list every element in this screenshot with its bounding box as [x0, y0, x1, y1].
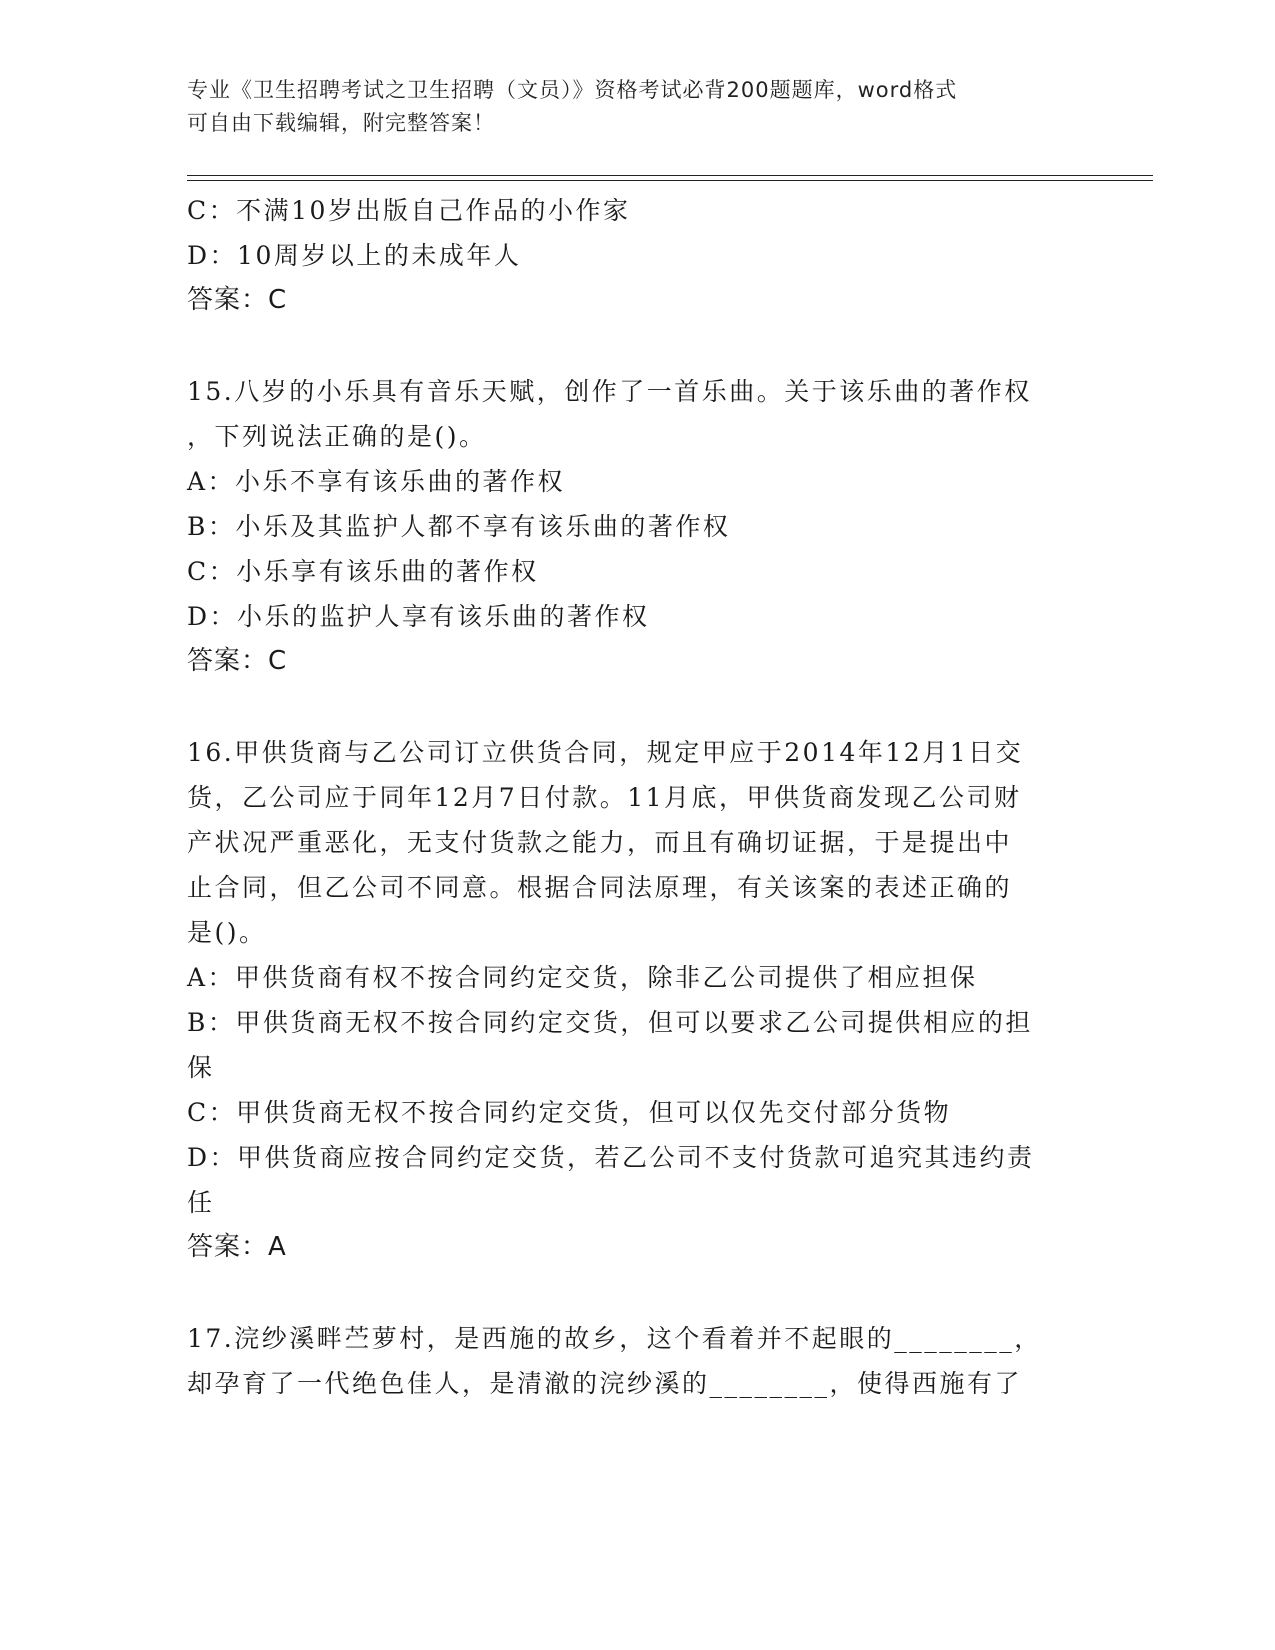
header-line-1: 专业《卫生招聘考试之卫生招聘（文员）》资格考试必背200题题库，word格式 [187, 78, 958, 102]
option-b: B：甲供货商无权不按合同约定交货，但可以要求乙公司提供相应的担 [187, 1008, 1033, 1037]
question-stem: ，下列说法正确的是()。 [187, 422, 487, 451]
option-b: 保 [187, 1053, 215, 1082]
option-d: D：小乐的监护人享有该乐曲的著作权 [187, 602, 650, 631]
header-divider-bottom [187, 180, 1153, 181]
question-stem: 货，乙公司应于同年12月7日付款。11月底，甲供货商发现乙公司财 [187, 783, 1022, 812]
option-a: A：甲供货商有权不按合同约定交货，除非乙公司提供了相应担保 [187, 963, 978, 992]
option-b: B：小乐及其监护人都不享有该乐曲的著作权 [187, 512, 731, 541]
question-14 [187, 188, 1087, 323]
answer: 答案：C [187, 285, 288, 315]
header-line-2: 可自由下载编辑，附完整答案！ [187, 111, 495, 135]
question-stem: 止合同，但乙公司不同意。根据合同法原理，有关该案的表述正确的 [187, 873, 1013, 902]
question-stem: 16.甲供货商与乙公司订立供货合同，规定甲应于2014年12月1日交 [187, 738, 1024, 767]
option-d: 任 [187, 1188, 215, 1217]
question-stem: 17.浣纱溪畔苎萝村，是西施的故乡，这个看着并不起眼的________， [187, 1324, 1042, 1353]
option-a: A：小乐不享有该乐曲的著作权 [187, 467, 566, 496]
option-d: D：甲供货商应按合同约定交货，若乙公司不支付货款可追究其违约责 [187, 1143, 1035, 1172]
option-d: D：10周岁以上的未成年人 [187, 241, 522, 270]
question-stem: 是()。 [187, 918, 267, 947]
answer: 答案：C [187, 646, 288, 676]
option-c: C：甲供货商无权不按合同约定交货，但可以仅先交付部分货物 [187, 1098, 952, 1127]
question-17 [187, 1316, 1087, 1406]
option-c: C：不满10岁出版自己作品的小作家 [187, 196, 631, 225]
document-body [187, 188, 1087, 1406]
header-divider-top [187, 175, 1153, 176]
question-15 [187, 369, 1087, 684]
question-16 [187, 730, 1087, 1270]
option-c: C：小乐享有该乐曲的著作权 [187, 557, 539, 586]
page-header [187, 74, 1077, 140]
question-stem: 产状况严重恶化，无支付货款之能力，而且有确切证据，于是提出中 [187, 828, 1013, 857]
question-stem: 15.八岁的小乐具有音乐天赋，创作了一首乐曲。关于该乐曲的著作权 [187, 377, 1032, 406]
answer: 答案：A [187, 1232, 287, 1262]
question-stem: 却孕育了一代绝色佳人，是清澈的浣纱溪的________，使得西施有了 [187, 1369, 1023, 1398]
